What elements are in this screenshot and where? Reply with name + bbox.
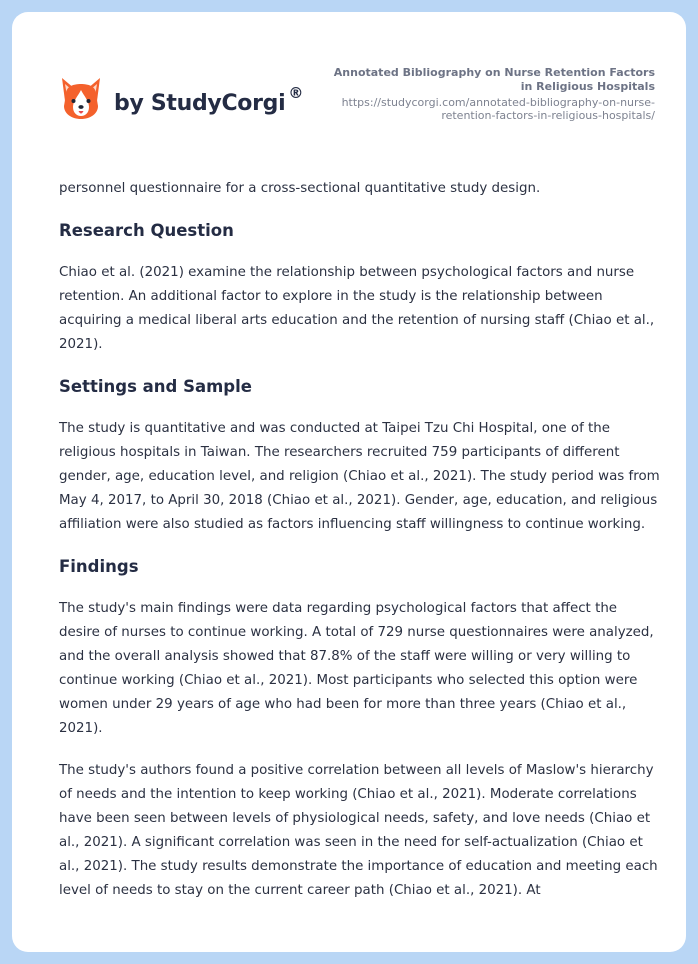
document-url[interactable]: https://studycorgi.com/annotated-bibliography-on-nurse-retention-factors-in-religious-hospitals/ <box>341 96 655 122</box>
section-heading-research-question: Research Question <box>59 221 234 240</box>
registered-mark: ® <box>288 84 304 102</box>
document-title: Annotated Bibliography on Nurse Retention Factors in Religious Hospitals <box>333 66 655 93</box>
settings-sample-paragraph: The study is quantitative and was conducted at Taipei Tzu Chi Hospital, one of the religious hospitals in Taiwan. The researchers recruited 759 participants of different gender, age, education level, and religion (Chiao et al., 2021). The study period was from May 4, 2017, to April 30, 2018 (Chiao et al., 2021). Gender, age, education, and religious affiliation were also studied as factors influencing staff willingness to continue working. <box>59 421 660 532</box>
brand-name <box>114 84 303 116</box>
findings-paragraph-1: The study's main findings were data regarding psychological factors that affect the desire of nurses to continue working. A total of 729 nurse questionnaires were analyzed, and the overall analysis showed that 87.8% of the staff were willing or very willing to continue working (Chiao et al., 2021). Most participants who selected this option were women under 29 years of age who had been for more than three years (Chiao et al., 2021). <box>59 601 654 736</box>
section-heading-settings-and-sample: Settings and Sample <box>59 377 252 396</box>
document-meta <box>325 66 655 122</box>
intro-paragraph: personnel questionnaire for a cross-sectional quantitative study design. <box>59 181 541 196</box>
brand-text: by StudyCorgi <box>114 91 286 116</box>
page-card <box>12 12 686 952</box>
research-question-paragraph: Chiao et al. (2021) examine the relationship between psychological factors and nurse retention. An additional factor to explore in the study is the relationship between acquiring a medical liberal arts education and the retention of nursing staff (Chiao et al., 2021). <box>59 265 655 352</box>
studycorgi-logo[interactable] <box>60 76 303 122</box>
section-heading-findings: Findings <box>59 557 139 576</box>
findings-paragraph-2: The study's authors found a positive correlation between all levels of Maslow's hierarchy of needs and the intention to keep working (Chiao et al., 2021). Moderate correlations have been seen between levels of physiological needs, safety, and love needs (Chiao et al., 2021). A significant correlation was seen in the need for self-actualization (Chiao et al., 2021). The study results demonstrate the importance of education and meeting each level of needs to stay on the current career path (Chiao et al., 2021). At <box>59 763 658 898</box>
corgi-head-icon <box>60 76 102 122</box>
document-body <box>59 177 661 903</box>
